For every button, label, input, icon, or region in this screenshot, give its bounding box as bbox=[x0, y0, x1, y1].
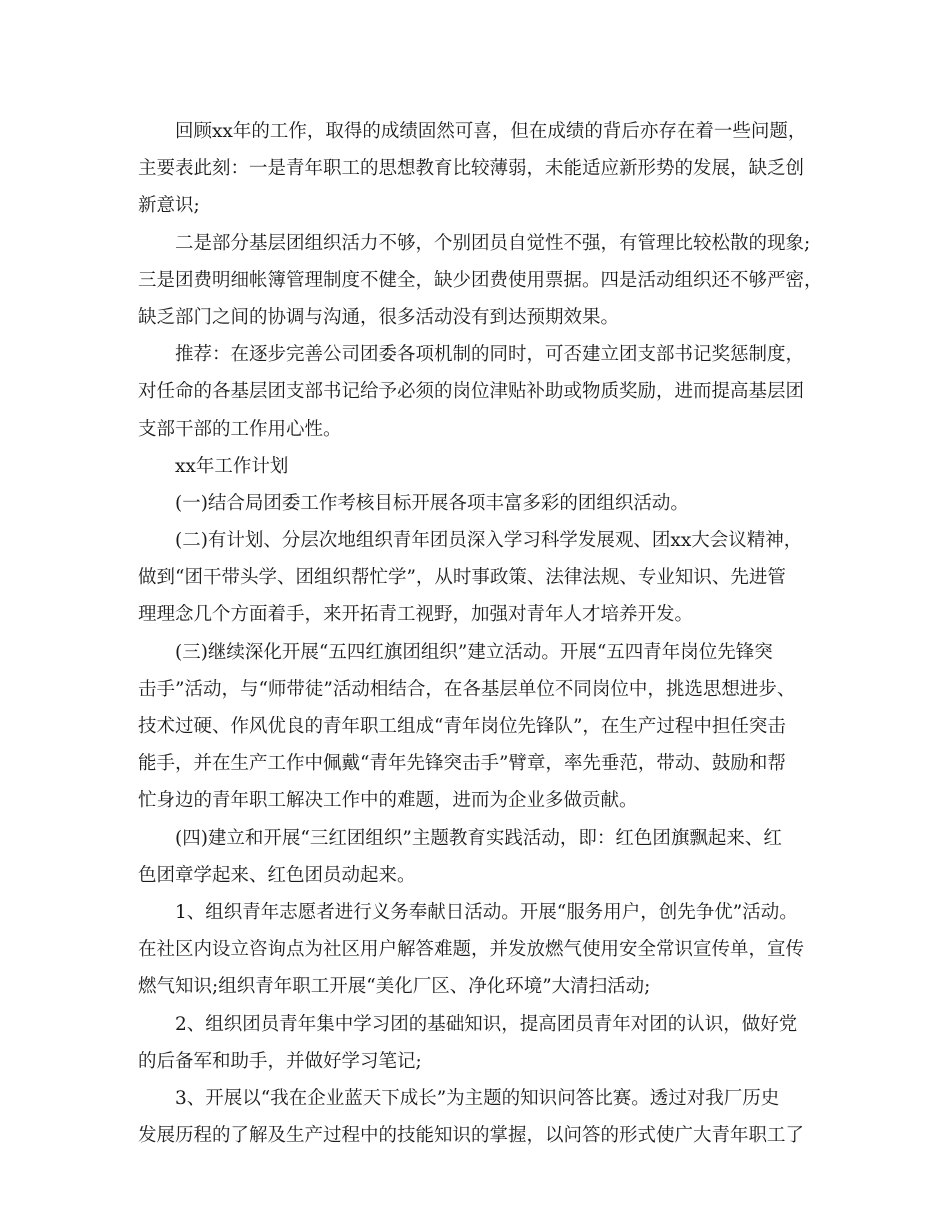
text-line: 推荐：在逐步完善公司团委各项机制的同时，可否建立团支部书记奖惩制度， bbox=[175, 344, 805, 366]
text-line: 在社区内设立咨询点为社区用户解答难题，并发放燃气使用安全常识宣传单，宣传 bbox=[138, 939, 805, 961]
text-line: 技术过硬、作风优良的青年职工组成“青年岗位先锋队”，在生产过程中担任突击 bbox=[138, 716, 786, 737]
text-line: 的后备军和助手，并做好学习笔记; bbox=[138, 1050, 422, 1072]
text-line: 缺乏部门之间的协调与沟通，很多活动没有到达预期效果。 bbox=[138, 306, 620, 328]
text-line: 新意识; bbox=[138, 195, 200, 217]
text-line: 2、组织团员青年集中学习团的基础知识，提高团员青年对团的认识，做好党 bbox=[175, 1013, 798, 1035]
text-line: 忙身边的青年职工解决工作中的难题，进而为企业多做贡献。 bbox=[138, 790, 638, 812]
text-line: 二是部分基层团组织活力不够，个别团员自觉性不强，有管理比较松散的现象; bbox=[175, 232, 811, 254]
text-line: 理理念几个方面着手，来开拓青工视野，加强对青年人才培养开发。 bbox=[138, 604, 694, 626]
text-line: (一)结合局团委工作考核目标开展各项丰富多彩的团组织活动。 bbox=[175, 492, 689, 514]
text-line: xx年工作计划 bbox=[175, 455, 289, 477]
text-line: 发展历程的了解及生产过程中的技能知识的掌握，以问答的形式使广大青年职工了 bbox=[138, 1125, 805, 1147]
text-line: 回顾xx年的工作，取得的成绩固然可喜，但在成绩的背后亦存在着一些问题， bbox=[175, 121, 807, 142]
text-line: 做到“团干带头学、团组织帮忙学”，从时事政策、法律法规、专业知识、先进管 bbox=[138, 567, 786, 589]
text-line: 色团章学起来、红色团员动起来。 bbox=[138, 864, 416, 886]
text-line: 燃气知识;组织青年职工开展“美化厂区、净化环境”大清扫活动; bbox=[138, 976, 651, 998]
text-line: 主要表此刻：一是青年职工的思想教育比较薄弱，未能适应新形势的发展，缺乏创 bbox=[138, 158, 805, 180]
text-line: (四)建立和开展“三红团组织”主题教育实践活动，即：红色团旗飘起来、红 bbox=[175, 827, 782, 849]
text-line: 能手，并在生产工作中佩戴“青年先锋突击手”臂章，率先垂范，带动、鼓励和帮 bbox=[138, 753, 786, 775]
text-line: 支部干部的工作用心性。 bbox=[138, 418, 342, 440]
text-line: 3、开展以“我在企业蓝天下成长”为主题的知识问答比赛。透过对我厂历史 bbox=[175, 1087, 780, 1109]
text-line: 对任命的各基层团支部书记给予必须的岗位津贴补助或物质奖励，进而提高基层团 bbox=[138, 381, 805, 403]
document-body bbox=[138, 113, 838, 1154]
text-line: (二)有计划、分层次地组织青年团员深入学习科学发展观、团xx大会议精神， bbox=[175, 530, 803, 552]
text-line: 击手”活动，与“师带徒”活动相结合，在各基层单位不同岗位中，挑选思想进步、 bbox=[138, 678, 796, 700]
text-line: (三)继续深化开展“五四红旗团组织”建立活动。开展“五四青年岗位先锋突 bbox=[175, 641, 773, 663]
text-line: 三是团费明细帐簿管理制度不健全，缺少团费使用票据。四是活动组织还不够严密， bbox=[138, 269, 823, 291]
text-line: 1、组织青年志愿者进行义务奉献日活动。开展“服务用户，创先争优”活动。 bbox=[175, 901, 798, 923]
